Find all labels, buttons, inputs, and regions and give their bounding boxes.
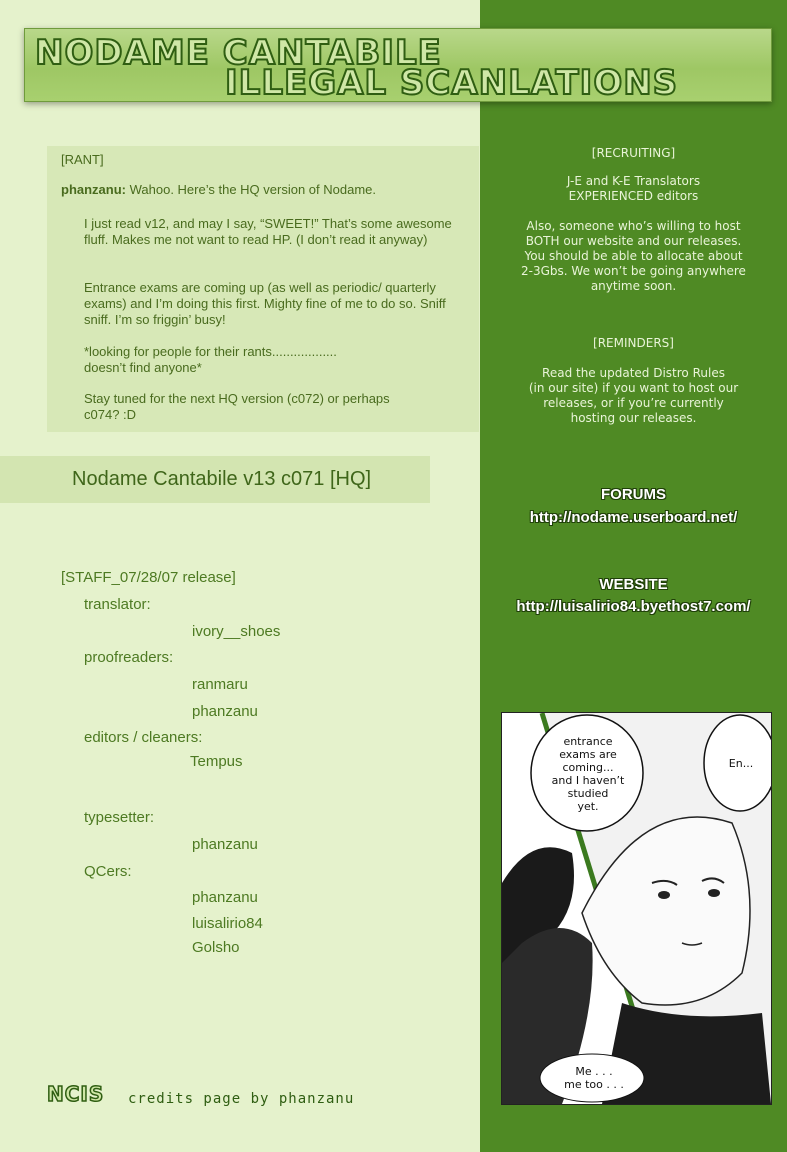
staff-header: [STAFF_07/28/07 release] bbox=[61, 569, 236, 586]
recruiting-heading: [RECRUITING] bbox=[591, 146, 676, 160]
staff-role-translator: translator: bbox=[84, 596, 151, 613]
speech-bubble: En... bbox=[728, 757, 754, 770]
bubble-line: studied bbox=[567, 787, 609, 800]
staff-role-proofreaders: proofreaders: bbox=[84, 649, 174, 666]
staff-role-typesetter: typesetter: bbox=[84, 809, 155, 826]
bubble-line: exams are bbox=[559, 748, 617, 761]
forums-link[interactable]: http://nodame.userboard.net/ bbox=[529, 509, 738, 526]
website-link[interactable]: http://luisalirio84.byethost7.com/ bbox=[516, 598, 751, 615]
release-title: Nodame Cantabile v13 c071 [HQ] bbox=[72, 468, 372, 490]
bubble-line: entrance bbox=[563, 735, 613, 748]
banner-title: NODAME CANTABILE bbox=[35, 33, 442, 73]
rant-paragraph: Entrance exams are coming up (as well as periodic/ quarterly exams) and I’m doing this first. Mighty fine of me to do so. Sniff sniff. I’m so friggin’ busy! bbox=[84, 280, 446, 327]
bubble-line: coming... bbox=[562, 761, 614, 774]
rant-author: phanzanu: bbox=[61, 182, 126, 197]
recruiting-host-line: BOTH our website and our releases. bbox=[525, 234, 742, 248]
staff-name: phanzanu bbox=[192, 889, 258, 906]
recruiting-host-line: You should be able to allocate about bbox=[524, 249, 743, 263]
recruiting-host-line: 2-3Gbs. We won’t be going anywhere bbox=[521, 264, 746, 278]
rant-paragraph: Stay tuned for the next HQ version (c072) or perhaps c074? :D bbox=[84, 391, 390, 422]
reminders-line: hosting our releases. bbox=[570, 411, 697, 425]
banner-subtitle: ILLEGAL SCANLATIONS bbox=[225, 63, 679, 103]
footer-credit: credits page by phanzanu bbox=[128, 1091, 355, 1107]
reminders-line: Read the updated Distro Rules bbox=[542, 366, 725, 380]
header-banner bbox=[24, 28, 772, 102]
bubble-line: and I haven’t bbox=[551, 774, 625, 787]
staff-role-qcers: QCers: bbox=[84, 863, 132, 880]
rant-intro bbox=[61, 182, 471, 198]
bubble-line: Me . . . bbox=[575, 1065, 613, 1078]
rant-tag: [RANT] bbox=[61, 152, 104, 167]
recruiting-line: EXPERIENCED editors bbox=[568, 189, 699, 203]
staff-name: ranmaru bbox=[192, 676, 248, 693]
forums-heading: FORUMS bbox=[601, 486, 666, 503]
rant-paragraph: *looking for people for their rants.................. doesn’t find anyone* bbox=[84, 344, 337, 375]
reminders-line: releases, or if you’re currently bbox=[543, 396, 724, 410]
staff-name: phanzanu bbox=[192, 703, 258, 720]
bubble-line: yet. bbox=[577, 800, 599, 813]
speech-bubble bbox=[554, 1065, 634, 1091]
staff-name: phanzanu bbox=[192, 836, 258, 853]
manga-illustration bbox=[502, 713, 771, 1104]
staff-name: Tempus bbox=[190, 753, 243, 770]
bubble-line: me too . . . bbox=[564, 1078, 624, 1091]
footer-logo: NCIS bbox=[47, 1082, 105, 1106]
reminders-line: (in our site) if you want to host our bbox=[528, 381, 739, 395]
recruiting-host-line: Also, someone who’s willing to host bbox=[526, 219, 741, 233]
website-heading: WEBSITE bbox=[599, 576, 668, 593]
release-title-box bbox=[0, 456, 430, 503]
staff-name: luisalirio84 bbox=[192, 915, 263, 932]
recruiting-host-line: anytime soon. bbox=[590, 279, 677, 293]
staff-name: ivory__shoes bbox=[192, 623, 281, 640]
staff-name: Golsho bbox=[192, 939, 240, 956]
rant-box bbox=[47, 146, 479, 432]
speech-bubble bbox=[546, 735, 630, 813]
recruiting-line: J-E and K-E Translators bbox=[566, 174, 701, 188]
reminders-heading: [REMINDERS] bbox=[593, 336, 674, 350]
staff-role-editors: editors / cleaners: bbox=[84, 729, 203, 746]
manga-panel bbox=[501, 712, 772, 1105]
rant-paragraph: I just read v12, and may I say, “SWEET!” That’s some awesome fluff. Makes me not want to read HP. (I don’t read it anyway) bbox=[84, 216, 452, 247]
rant-intro-text: Wahoo. Here’s the HQ version of Nodame. bbox=[126, 182, 377, 197]
